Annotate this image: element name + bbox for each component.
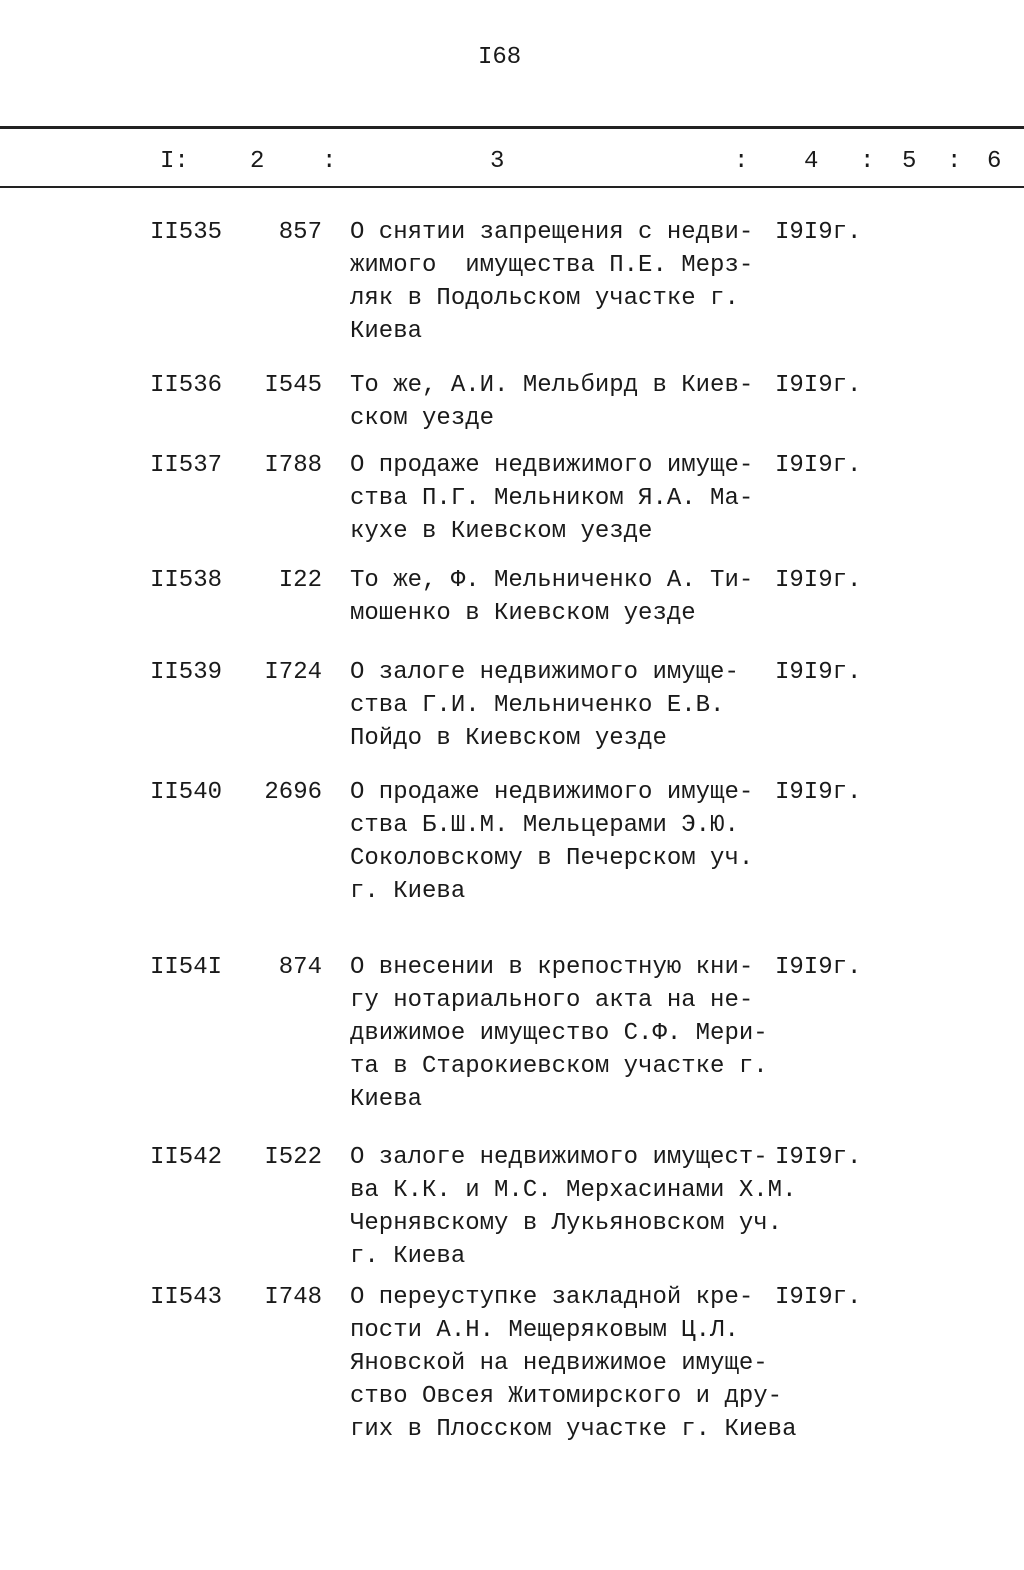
old-number: I545	[264, 372, 322, 399]
description-line: гих в Плосском участке г. Киева	[350, 1416, 797, 1443]
entry-number: II540	[149, 779, 222, 806]
description-line: Соколовскому в Печерском уч.	[350, 845, 754, 872]
description-line: движимое имущество С.Ф. Мери-	[350, 1020, 768, 1047]
entry-description	[350, 216, 753, 348]
entry-description	[350, 564, 753, 630]
entry-description	[350, 449, 753, 548]
entry-year: I9I9г.	[775, 659, 862, 686]
description-line: Чернявскому в Лукьяновском уч.	[350, 1210, 783, 1237]
entry-number: II542	[149, 1144, 222, 1171]
entry-number: II536	[149, 372, 222, 399]
header-col5: 5	[902, 148, 917, 175]
old-number: 857	[278, 219, 322, 246]
description-line: Пойдо в Киевском уезде	[350, 725, 667, 752]
description-line: Яновской на недвижимое имуще-	[350, 1350, 768, 1377]
old-number: I724	[264, 659, 322, 686]
description-line: О продаже недвижимого имуще-	[350, 779, 754, 806]
header-sep: :	[322, 148, 337, 175]
description-line: та в Старокиевском участке г.	[350, 1053, 768, 1080]
entry-description	[350, 776, 753, 908]
old-number: I748	[264, 1284, 322, 1311]
description-line: То же, Ф. Мельниченко А. Ти-	[350, 567, 754, 594]
header-sep: :	[734, 148, 749, 175]
old-number: 874	[278, 954, 322, 981]
entry-year: I9I9г.	[775, 219, 862, 246]
header-sep: :	[947, 148, 962, 175]
old-number: I788	[264, 452, 322, 479]
description-line: О внесении в крепостную кни-	[350, 954, 754, 981]
description-line: То же, А.И. Мельбирд в Киев-	[350, 372, 754, 399]
description-line: О залоге недвижимого имущест-	[350, 1144, 768, 1171]
entry-description	[350, 1281, 796, 1446]
header-bottom-rule	[0, 186, 1024, 188]
description-line: ляк в Подольском участке г.	[350, 285, 739, 312]
description-line: жимого имущества П.Е. Мерз-	[350, 252, 754, 279]
description-line: гу нотариального акта на не-	[350, 987, 754, 1014]
description-line: г. Киева	[350, 878, 466, 905]
description-line: ва К.К. и М.С. Мерхасинами Х.М.	[350, 1177, 797, 1204]
description-line: ства П.Г. Мельником Я.А. Ма-	[350, 485, 754, 512]
entry-description	[350, 369, 753, 435]
entry-description	[350, 1141, 796, 1273]
header-col2: 2	[250, 148, 265, 175]
description-line: ства Б.Ш.М. Мельцерами Э.Ю.	[350, 812, 739, 839]
description-line: О продаже недвижимого имуще-	[350, 452, 754, 479]
description-line: Киева	[350, 1086, 423, 1113]
entry-number: II535	[149, 219, 222, 246]
description-line: ском уезде	[350, 405, 495, 432]
entry-number: II54I	[149, 954, 222, 981]
old-number: 2696	[264, 779, 322, 806]
description-line: пости А.Н. Мещеряковым Ц.Л.	[350, 1317, 739, 1344]
description-line: кухе в Киевском уезде	[350, 518, 653, 545]
description-line: ства Г.И. Мельниченко Е.В.	[350, 692, 725, 719]
header-col1: I:	[160, 148, 189, 175]
entry-description	[350, 656, 739, 755]
old-number: I22	[278, 567, 322, 594]
entry-description	[350, 951, 768, 1116]
header-sep: :	[860, 148, 875, 175]
description-line: О переуступке закладной кре-	[350, 1284, 754, 1311]
old-number: I522	[264, 1144, 322, 1171]
entry-year: I9I9г.	[775, 567, 862, 594]
header-top-rule	[0, 126, 1024, 129]
header-col3: 3	[490, 148, 505, 175]
entry-year: I9I9г.	[775, 372, 862, 399]
entry-year: I9I9г.	[775, 779, 862, 806]
entry-number: II543	[149, 1284, 222, 1311]
description-line: г. Киева	[350, 1243, 466, 1270]
description-line: О снятии запрещения с недви-	[350, 219, 754, 246]
entry-number: II538	[149, 567, 222, 594]
header-col6: 6	[987, 148, 1002, 175]
entry-year: I9I9г.	[775, 1144, 862, 1171]
description-line: Киева	[350, 318, 423, 345]
description-line: ство Овсея Житомирского и дру-	[350, 1383, 783, 1410]
entry-year: I9I9г.	[775, 452, 862, 479]
description-line: мошенко в Киевском уезде	[350, 600, 696, 627]
header-col4: 4	[804, 148, 819, 175]
entry-number: II539	[149, 659, 222, 686]
entry-year: I9I9г.	[775, 1284, 862, 1311]
page-number: I68	[478, 44, 522, 71]
description-line: О залоге недвижимого имуще-	[350, 659, 739, 686]
entry-year: I9I9г.	[775, 954, 862, 981]
entry-number: II537	[149, 452, 222, 479]
